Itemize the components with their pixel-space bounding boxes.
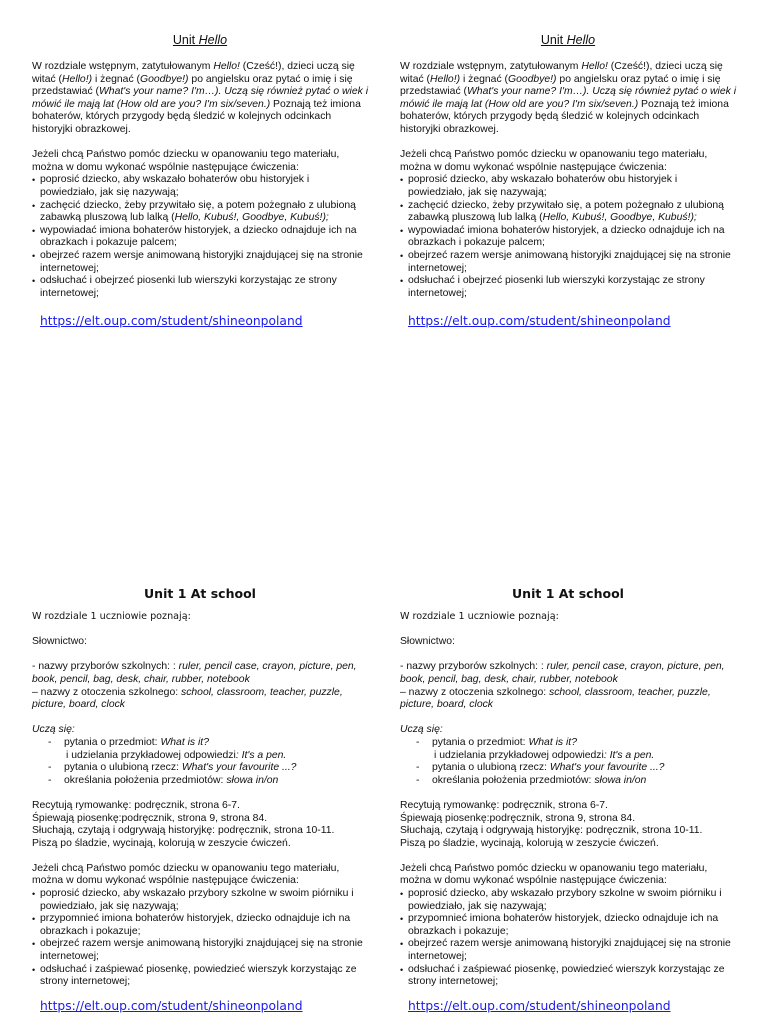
unit-title-prefix: Unit — [172, 33, 199, 47]
activities — [400, 800, 736, 850]
activities — [32, 800, 368, 850]
spacer — [400, 649, 736, 662]
learn-item: - określania położenia przedmiotów: słowa in/on — [416, 775, 736, 788]
intro-line: W rozdziale 1 uczniowie poznają: — [32, 611, 191, 622]
list-item: • przypomnieć imiona bohaterów historyjek, dziecko odnajduje ich na obrazkach i pokazuje; — [400, 913, 736, 938]
list-item: • obejrzeć razem wersje animowaną historyjki znajdującej się na stronie internetowej; — [400, 938, 736, 963]
intro-paragraph: W rozdziale wstępnym, zatytułowanym Hello! (Cześć!), dzieci uczą się witać (Hello!) i żegnać (Goodbye!) po angielsku oraz pytać o imię i się przedstawiać (What's your name? I'm…). Uczą się również pytać o wiek i mówić ile mają lat (How old are you? I'm six/seven.) Poznają też imiona bohaterów, których przygody będą śledzić w kolejnych odcinkach historyjki obrazkowej. — [400, 61, 737, 135]
activity-line: Recytują rymowankę: podręcznik, strona 6-7. — [32, 799, 240, 811]
list-item: • poprosić dziecko, aby wskazało bohaterów obu historyjek i powiedziało, jak się nazywają; — [400, 174, 736, 199]
exercise-list — [32, 888, 368, 989]
activity-line: Słuchają, czytają i odgrywają historyjkę: podręcznik, strona 10-11. — [32, 825, 335, 837]
website-link[interactable]: https://elt.oup.com/student/shineonpoland — [40, 998, 303, 1013]
card-unit-1-right — [400, 586, 736, 1014]
learn-item: i udzielania przykładowej odpowiedzi: It's a pen. — [66, 749, 287, 761]
unit-title-prefix: Unit — [540, 33, 567, 47]
help-intro: Jeżeli chcą Państwo pomóc dziecku w opanowaniu tego materiału, można w domu wykonać wspólnie następujące ćwiczenia: — [400, 149, 708, 173]
activity-line: Piszą po śladzie, wycinają, kolorują w zeszycie ćwiczeń. — [400, 837, 659, 849]
activity-line: Słuchają, czytają i odgrywają historyjkę: podręcznik, strona 10-11. — [400, 825, 703, 837]
vocab-line: - nazwy przyborów szkolnych: : ruler, pencil case, crayon, picture, pen, book, pencil, bag, desk, chair, rubber, notebook — [32, 661, 357, 685]
list-item: • zachęcić dziecko, żeby przywitało się, a potem pożegnało z ulubioną zabawką pluszową lub lalką (Hello, Kubuś!, Goodbye, Kubuś!); — [32, 200, 368, 225]
spacer — [400, 624, 736, 637]
intro-line: W rozdziale 1 uczniowie poznają: — [400, 611, 559, 622]
spacer — [32, 712, 368, 725]
list-item: • obejrzeć razem wersje animowaną historyjki znajdującej się na stronie internetowej; — [32, 250, 368, 275]
activity-line: Śpiewają piosenkę:podręcznik, strona 9, strona 84. — [400, 812, 636, 824]
vocab-line: – nazwy z otoczenia szkolnego: school, classroom, teacher, puzzle, picture, board, clock — [400, 686, 711, 711]
learn-item: - określania położenia przedmiotów: słowa in/on — [48, 775, 368, 788]
help-intro: Jeżeli chcą Państwo pomóc dziecku w opanowaniu tego materiału, można w domu wykonać wspólnie następujące ćwiczenia: — [400, 862, 708, 887]
spacer — [32, 787, 368, 800]
spacer — [400, 137, 736, 150]
exercise-list — [400, 174, 736, 300]
spacer — [400, 712, 736, 725]
spacer — [32, 649, 368, 662]
list-item: • poprosić dziecko, aby wskazało przybory szkolne w swoim piórniku i powiedziało, jak się nazywają; — [32, 888, 368, 913]
card-unit-1-left — [32, 586, 368, 1014]
unit-title-italic: Hello — [198, 33, 228, 47]
vocab-label: Słownictwo: — [32, 636, 87, 648]
list-item: • przypomnieć imiona bohaterów historyjek, dziecko odnajduje ich na obrazkach i pokazuje; — [32, 913, 368, 938]
help-intro: Jeżeli chcą Państwo pomóc dziecku w opanowaniu tego materiału, można w domu wykonać wspólnie następujące ćwiczenia: — [32, 149, 340, 173]
vocab-label: Słownictwo: — [400, 636, 455, 648]
list-item: • obejrzeć razem wersje animowaną historyjki znajdującej się na stronie internetowej; — [32, 938, 368, 963]
unit-title — [400, 33, 736, 48]
activity-line: Recytują rymowankę: podręcznik, strona 6-7. — [400, 799, 608, 811]
card-unit-hello-right — [400, 33, 736, 330]
spacer — [32, 850, 368, 863]
vocab-lines — [400, 661, 736, 711]
card-unit-hello-left — [32, 33, 368, 330]
spacer — [32, 137, 368, 150]
learn-list — [400, 737, 736, 787]
unit-title: Unit 1 At school — [144, 586, 256, 601]
learn-item: i udzielania przykładowej odpowiedzi: It's a pen. — [434, 749, 655, 761]
vocab-line: - nazwy przyborów szkolnych: : ruler, pencil case, crayon, picture, pen, book, pencil, bag, desk, chair, rubber, notebook — [400, 661, 725, 685]
website-link[interactable]: https://elt.oup.com/student/shineonpoland — [408, 998, 671, 1013]
learn-list — [32, 737, 368, 787]
list-item: • odsłuchać i zaśpiewać piosenkę, powiedzieć wierszyk korzystając ze strony internetowej; — [400, 964, 736, 989]
learn-item: - pytania o przedmiot: What is it? — [48, 737, 368, 750]
list-item: • obejrzeć razem wersje animowaną historyjki znajdującej się na stronie internetowej; — [400, 250, 736, 275]
list-item: • odsłuchać i obejrzeć piosenki lub wierszyki korzystając ze strony internetowej; — [400, 275, 736, 300]
help-intro: Jeżeli chcą Państwo pomóc dziecku w opanowaniu tego materiału, można w domu wykonać wspólnie następujące ćwiczenia: — [32, 862, 340, 887]
spacer — [32, 624, 368, 637]
list-item: • poprosić dziecko, aby wskazało bohaterów obu historyjek i powiedziało, jak się nazywają; — [32, 174, 368, 199]
website-link[interactable]: https://elt.oup.com/student/shineonpoland — [40, 314, 303, 329]
unit-title: Unit 1 At school — [512, 586, 624, 601]
list-item: • odsłuchać i obejrzeć piosenki lub wierszyki korzystając ze strony internetowej; — [32, 275, 368, 300]
unit-title — [32, 33, 368, 48]
activity-line: Piszą po śladzie, wycinają, kolorują w zeszycie ćwiczeń. — [32, 837, 291, 849]
list-item: • wypowiadać imiona bohaterów historyjek, a dziecko odnajduje ich na obrazkach i pokazuje palcem; — [400, 225, 736, 250]
exercise-list — [400, 888, 736, 989]
learn-item: - pytania o ulubioną rzecz: What's your favourite ...? — [48, 762, 368, 775]
list-item: • zachęcić dziecko, żeby przywitało się, a potem pożegnało z ulubioną zabawką pluszową lub lalką (Hello, Kubuś!, Goodbye, Kubuś!); — [400, 200, 736, 225]
exercise-list — [32, 174, 368, 300]
list-item: • poprosić dziecko, aby wskazało przybory szkolne w swoim piórniku i powiedziało, jak się nazywają; — [400, 888, 736, 913]
learn-label: Uczą się: — [32, 724, 75, 736]
intro-paragraph: W rozdziale wstępnym, zatytułowanym Hello! (Cześć!), dzieci uczą się witać (Hello!) i żegnać (Goodbye!) po angielsku oraz pytać o imię i się przedstawiać (What's your name? I'm…). Uczą się również pytać o wiek i mówić ile mają lat (How old are you? I'm six/seven.) Poznają też imiona bohaterów, których przygody będą śledzić w kolejnych odcinkach historyjki obrazkowej. — [32, 61, 369, 135]
list-item: • wypowiadać imiona bohaterów historyjek, a dziecko odnajduje ich na obrazkach i pokazuje palcem; — [32, 225, 368, 250]
vocab-lines — [32, 661, 368, 711]
activity-line: Śpiewają piosenkę:podręcznik, strona 9, strona 84. — [32, 812, 268, 824]
learn-label: Uczą się: — [400, 724, 443, 736]
learn-item: - pytania o ulubioną rzecz: What's your favourite ...? — [416, 762, 736, 775]
website-link[interactable]: https://elt.oup.com/student/shineonpoland — [408, 314, 671, 329]
spacer — [400, 850, 736, 863]
vocab-line: – nazwy z otoczenia szkolnego: school, classroom, teacher, puzzle, picture, board, clock — [32, 686, 343, 711]
list-item: • odsłuchać i zaśpiewać piosenkę, powiedzieć wierszyk korzystając ze strony internetowej; — [32, 964, 368, 989]
spacer — [400, 787, 736, 800]
learn-item: - pytania o przedmiot: What is it? — [416, 737, 736, 750]
unit-title-italic: Hello — [566, 33, 596, 47]
